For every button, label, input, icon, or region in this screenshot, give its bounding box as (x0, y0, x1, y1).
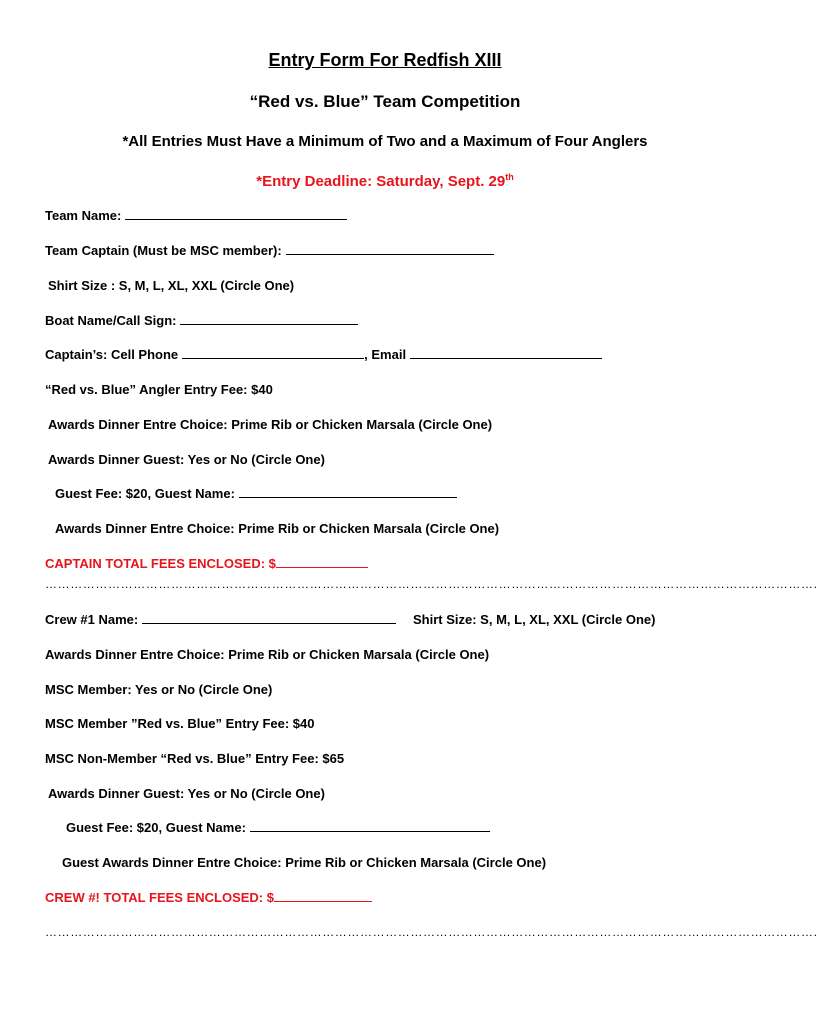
team-name-label: Team Name: (45, 208, 122, 223)
angler-entry-fee: “Red vs. Blue” Angler Entry Fee: $40 (45, 382, 273, 397)
shirt-size-text: Shirt Size : S, M, L, XL, XXL (Circle One) (48, 278, 295, 293)
crew1-guest-name-line[interactable] (250, 830, 490, 832)
crew1-name-line[interactable] (142, 622, 396, 624)
team-captain-line[interactable] (286, 253, 494, 255)
dinner-guest-text: Awards Dinner Guest: Yes or No (Circle One) (48, 452, 325, 467)
boat-name-label: Boat Name/Call Sign: (45, 313, 177, 328)
captain-total-fees (45, 556, 368, 571)
cell-phone-line[interactable] (182, 357, 364, 359)
crew1-total-fees (45, 890, 372, 905)
captain-total-line[interactable] (276, 566, 368, 568)
crew1-total-line[interactable] (274, 900, 372, 902)
guest-fee-label: Guest Fee: $20, Guest Name: (55, 486, 235, 501)
team-captain-field (45, 243, 494, 258)
entry-deadline (0, 172, 770, 190)
anglers-rule: *All Entries Must Have a Minimum of Two and a Maximum of Four Anglers (122, 133, 648, 150)
crew1-guest-fee-field (66, 820, 490, 835)
cell-phone-label: Captain’s: Cell Phone (45, 347, 179, 362)
crew1-total-label: CREW #! TOTAL FEES ENCLOSED: $ (45, 890, 274, 905)
captain-total-label: CAPTAIN TOTAL FEES ENCLOSED: $ (45, 556, 276, 571)
team-name-line[interactable] (125, 218, 347, 220)
guest-name-line[interactable] (239, 496, 457, 498)
crew1-shirt-size: Shirt Size: S, M, L, XL, XXL (Circle One) (413, 612, 656, 627)
crew1-dinner-guest: Awards Dinner Guest: Yes or No (Circle One) (48, 786, 325, 801)
dinner-choice-text: Awards Dinner Entre Choice: Prime Rib or Chicken Marsala (Circle One) (48, 417, 493, 432)
form-subtitle: “Red vs. Blue” Team Competition (249, 92, 521, 111)
team-name-field (45, 208, 347, 223)
crew1-msc-member: MSC Member: Yes or No (Circle One) (45, 682, 273, 697)
crew1-name-field (45, 612, 396, 627)
crew1-guest-fee-label: Guest Fee: $20, Guest Name: (66, 820, 246, 835)
crew1-member-fee: MSC Member ”Red vs. Blue” Entry Fee: $40 (45, 716, 315, 731)
crew1-guest-dinner-choice: Guest Awards Dinner Entre Choice: Prime Rib or Chicken Marsala (Circle One) (62, 855, 547, 870)
boat-name-line[interactable] (180, 323, 358, 325)
crew1-name-label: Crew #1 Name: (45, 612, 139, 627)
separator-dots-bottom: …………………………………………………………………………………………………………………………………………………………………. (45, 925, 818, 939)
guest-dinner-choice-text: Awards Dinner Entre Choice: Prime Rib or Chicken Marsala (Circle One) (55, 521, 500, 536)
deadline-text: *Entry Deadline: Saturday, Sept. 29 (256, 173, 506, 190)
separator-dots: …………………………………………………………………………………………………………………………………………………………………. (45, 577, 818, 591)
guest-fee-field (55, 486, 457, 501)
deadline-sup: th (505, 172, 514, 182)
boat-name-field (45, 313, 358, 328)
email-line[interactable] (410, 357, 602, 359)
email-label: , Email (364, 347, 407, 362)
captain-contact-field (45, 347, 602, 362)
crew1-nonmember-fee: MSC Non-Member “Red vs. Blue” Entry Fee: $65 (45, 751, 345, 766)
form-title: Entry Form For Redfish XIII (268, 50, 502, 70)
team-captain-label: Team Captain (Must be MSC member): (45, 243, 282, 258)
crew1-dinner-choice: Awards Dinner Entre Choice: Prime Rib or Chicken Marsala (Circle One) (45, 647, 490, 662)
